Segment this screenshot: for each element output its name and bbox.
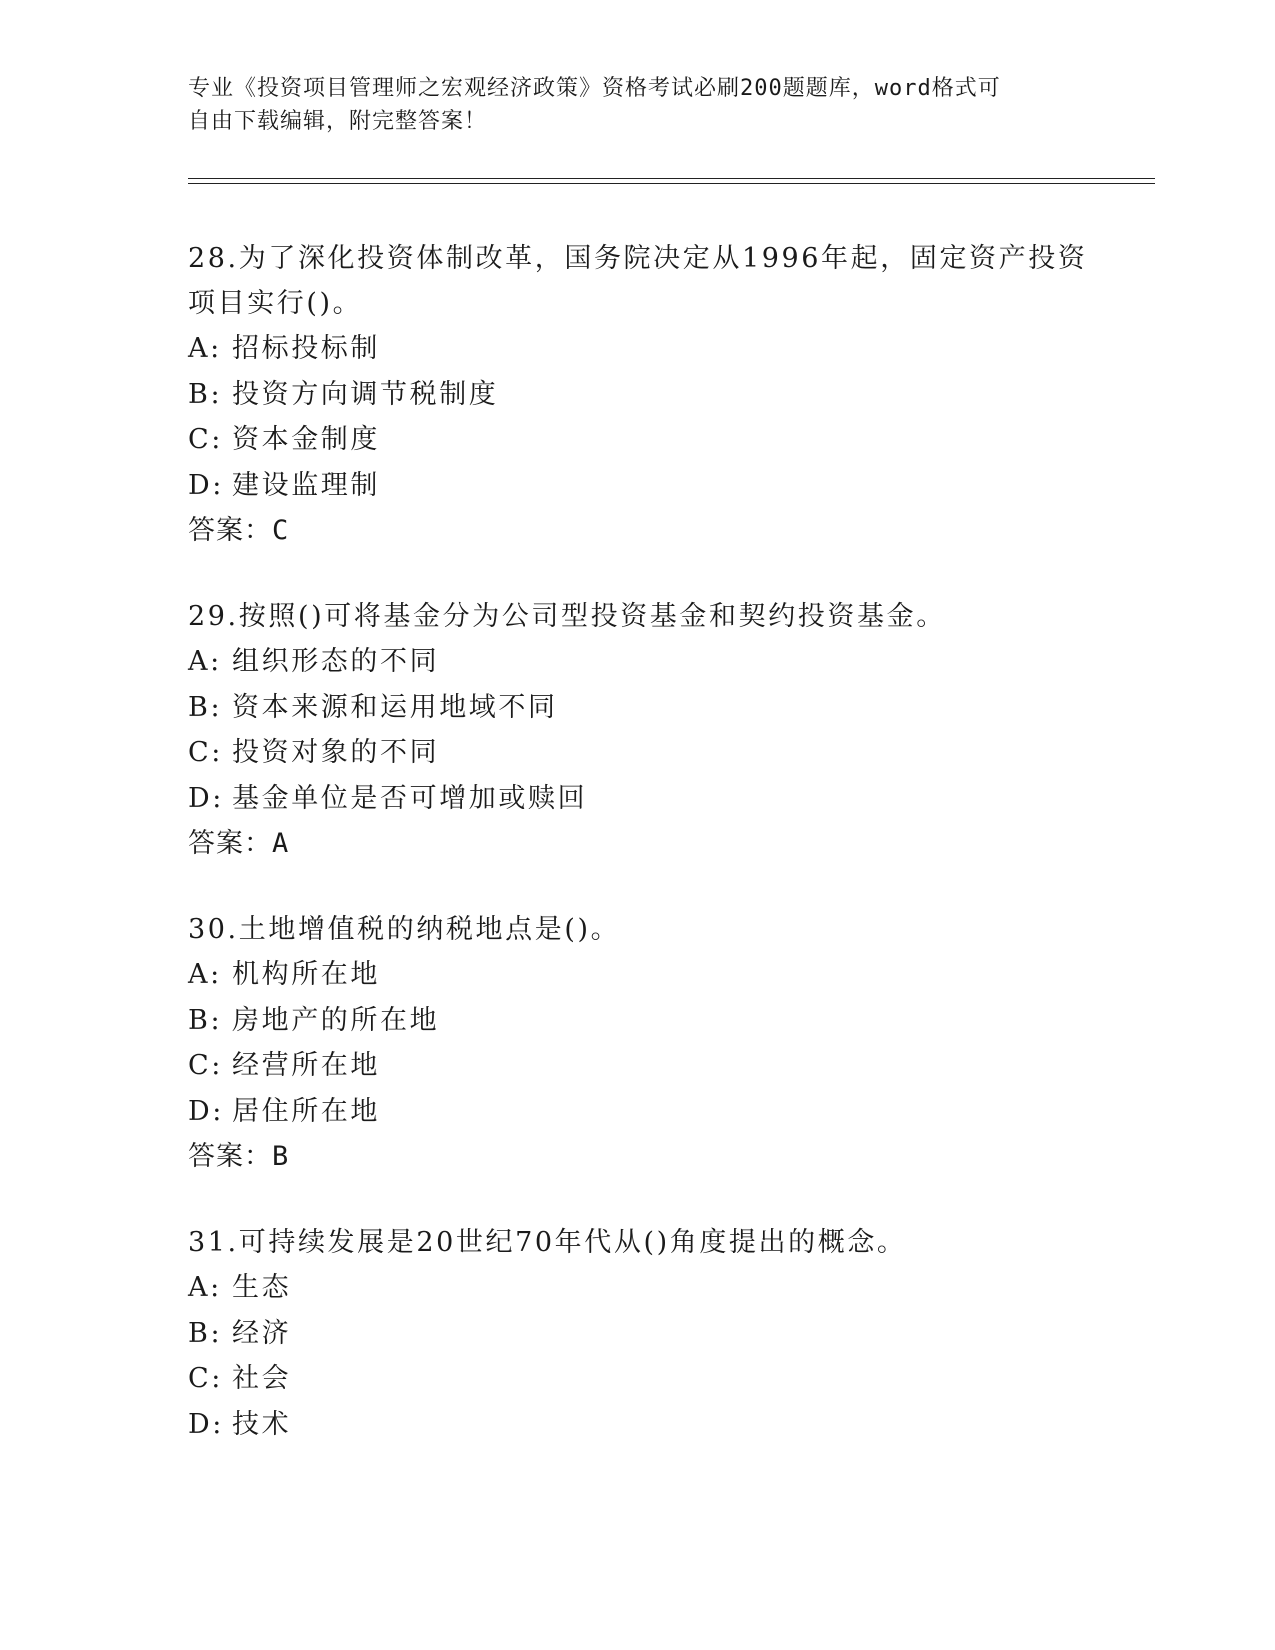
question-list (188, 236, 1088, 1488)
option-d (188, 463, 1088, 509)
option-key: D: (188, 782, 224, 814)
answer-value: C (272, 515, 290, 546)
option-key: A: (188, 333, 222, 364)
question-28 (188, 236, 1088, 553)
option-text: 生态 (232, 1272, 292, 1303)
option-key: A: (188, 959, 222, 990)
option-text: 经济 (232, 1317, 292, 1349)
answer-label: 答案： (188, 828, 272, 859)
option-key: D: (188, 469, 224, 501)
question-stem: 31.可持续发展是20世纪70年代从()角度提出的概念。 (188, 1227, 907, 1258)
answer-value: A (272, 828, 290, 859)
option-text: 投资方向调节税制度 (232, 378, 499, 410)
option-text: 招标投标制 (232, 333, 380, 364)
question-stem: 28.为了深化投资体制改革，国务院决定从1996年起，固定资产投资项目实行()。 (188, 243, 1088, 319)
option-key: D: (188, 1408, 224, 1440)
header-line-1: 专业《投资项目管理师之宏观经济政策》资格考试必刷200题题库，word格式可 (188, 76, 1001, 101)
option-key: A: (188, 646, 222, 677)
question-30 (188, 907, 1088, 1179)
option-text: 技术 (232, 1408, 292, 1440)
option-text: 基金单位是否可增加或赎回 (232, 782, 588, 814)
option-key: C: (188, 424, 223, 455)
option-key: B: (188, 691, 223, 723)
option-a (188, 1265, 1088, 1311)
option-c (188, 730, 1088, 776)
option-d (188, 1402, 1088, 1448)
option-text: 经营所在地 (232, 1050, 380, 1081)
option-key: B: (188, 1317, 223, 1349)
option-key: C: (188, 1363, 223, 1394)
document-header (188, 72, 1068, 138)
answer-line (188, 821, 1088, 866)
option-text: 建设监理制 (232, 469, 380, 501)
header-divider-bottom (188, 183, 1155, 184)
option-a (188, 326, 1088, 372)
header-divider-top (188, 178, 1155, 179)
option-key: A: (188, 1272, 222, 1303)
question-31 (188, 1220, 1088, 1447)
option-d (188, 1089, 1088, 1135)
question-stem: 29.按照()可将基金分为公司型投资基金和契约投资基金。 (188, 601, 946, 632)
option-key: B: (188, 1004, 223, 1036)
option-a (188, 639, 1088, 685)
option-text: 社会 (232, 1363, 292, 1394)
option-b (188, 685, 1088, 731)
option-b (188, 998, 1088, 1044)
option-text: 居住所在地 (232, 1095, 380, 1127)
option-text: 投资对象的不同 (232, 737, 440, 768)
answer-line (188, 508, 1088, 553)
option-b (188, 1311, 1088, 1357)
answer-label: 答案： (188, 1141, 272, 1172)
option-b (188, 372, 1088, 418)
option-c (188, 1356, 1088, 1402)
option-c (188, 417, 1088, 463)
option-text: 资本来源和运用地域不同 (232, 691, 558, 723)
question-stem: 30.土地增值税的纳税地点是()。 (188, 914, 621, 945)
option-a (188, 952, 1088, 998)
option-text: 机构所在地 (232, 959, 380, 990)
question-29 (188, 594, 1088, 866)
answer-label: 答案： (188, 515, 272, 546)
answer-value: B (272, 1141, 290, 1172)
answer-line (188, 1134, 1088, 1179)
option-key: C: (188, 1050, 223, 1081)
option-text: 组织形态的不同 (232, 646, 440, 677)
option-d (188, 776, 1088, 822)
option-key: C: (188, 737, 223, 768)
option-c (188, 1043, 1088, 1089)
option-key: D: (188, 1095, 224, 1127)
option-key: B: (188, 378, 223, 410)
option-text: 资本金制度 (232, 424, 380, 455)
option-text: 房地产的所在地 (232, 1004, 440, 1036)
header-line-2: 自由下载编辑，附完整答案！ (188, 109, 488, 134)
